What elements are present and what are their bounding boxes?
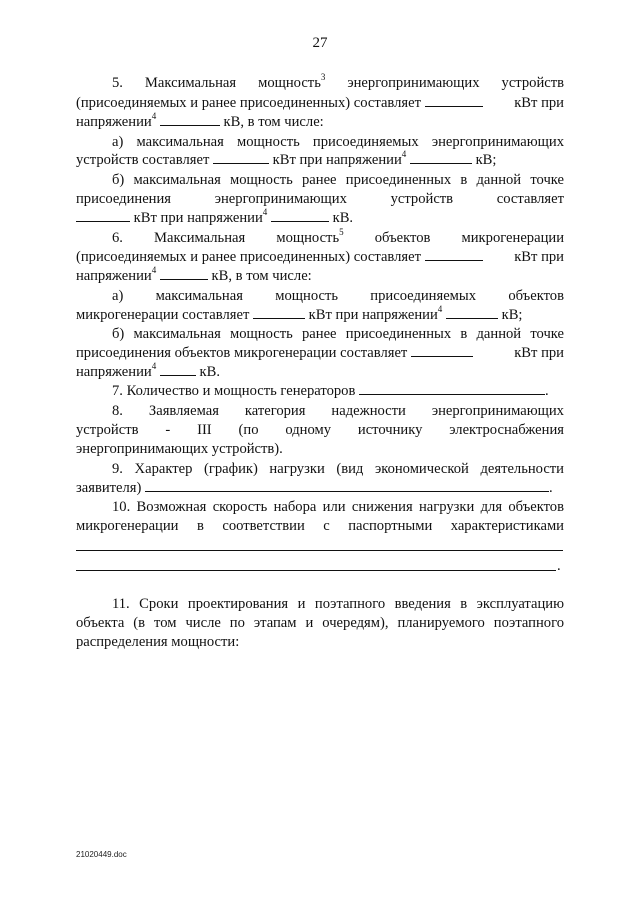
p6-b-line-1: б) максимальная мощность ранее присоединенных в данной точке <box>112 326 564 342</box>
p6-a-line-1: а) максимальная мощность присоединяемых объектов <box>112 288 564 304</box>
p5-line-3: напряжении$^4$ кВ, в том числе: <box>76 111 324 130</box>
p5-b-line-3: кВт при напряжении$^4$ кВ. <box>76 209 564 228</box>
p10-blank-line-1 <box>76 550 563 551</box>
p6-b-line-3: напряжении$^4$ кВ. <box>76 361 221 380</box>
p8-line-1: 8. Заявляемая категория надежности энергопринимающих <box>112 403 564 419</box>
p5-line-2: (присоединяемых и ранее присоединенных) составляет кВт при <box>76 95 564 111</box>
p10-blank-line-2 <box>76 570 556 571</box>
p9-line-1: 9. Характер (график) нагрузки (вид экономической деятельности <box>112 461 564 477</box>
p11-line-2: объекта (в том числе по этапам и очередям), планируемого поэтапного <box>76 615 564 631</box>
p6-line-2: (присоединяемых и ранее присоединенных) составляет кВт при <box>76 249 564 265</box>
p6-a-line-2: микрогенерации составляет кВт при напряжении$^4$ кВ; <box>76 304 523 323</box>
p6-b-line-2: присоединения объектов микрогенерации составляет кВт при <box>76 345 564 361</box>
p6-line-3: напряжении$^4$ кВ, в том числе: <box>76 265 312 284</box>
p5-b-line-1: б) максимальная мощность ранее присоединенных в данной точке <box>112 172 564 188</box>
p11-line-1: 11. Сроки проектирования и поэтапного введения в эксплуатацию <box>112 596 564 612</box>
p6-line-1: 6. Максимальная мощность$^5$ объектов микрогенерации <box>112 227 565 246</box>
footer-filename: 21020449.doc <box>76 850 127 859</box>
p8-line-3: энергопринимающих устройств). <box>76 441 283 457</box>
p9-line-2: заявителя) . <box>76 480 553 496</box>
p5-b-line-2: присоединения энергопринимающих устройств составляет <box>76 191 564 207</box>
p10-line-1: 10. Возможная скорость набора или снижения нагрузки для объектов <box>112 499 564 515</box>
page-number: 27 <box>312 35 328 51</box>
p11-line-3: распределения мощности: <box>76 634 240 650</box>
p5-a-line-1: а) максимальная мощность присоединяемых энергопринимающих <box>112 134 564 150</box>
p7-line: 7. Количество и мощность генераторов . <box>112 383 549 399</box>
p10-end-period: . <box>557 558 561 574</box>
p5-line-1: 5. Максимальная мощность$^3$ энергопринимающих устройств <box>112 72 565 91</box>
p5-a-line-2: устройств составляет кВт при напряжении$^4$ кВ; <box>76 149 497 168</box>
p10-line-2: микрогенерации в соответствии с паспортными характеристиками <box>76 518 564 534</box>
p8-line-2: устройств - III (по одному источнику электроснабжения <box>76 422 564 438</box>
